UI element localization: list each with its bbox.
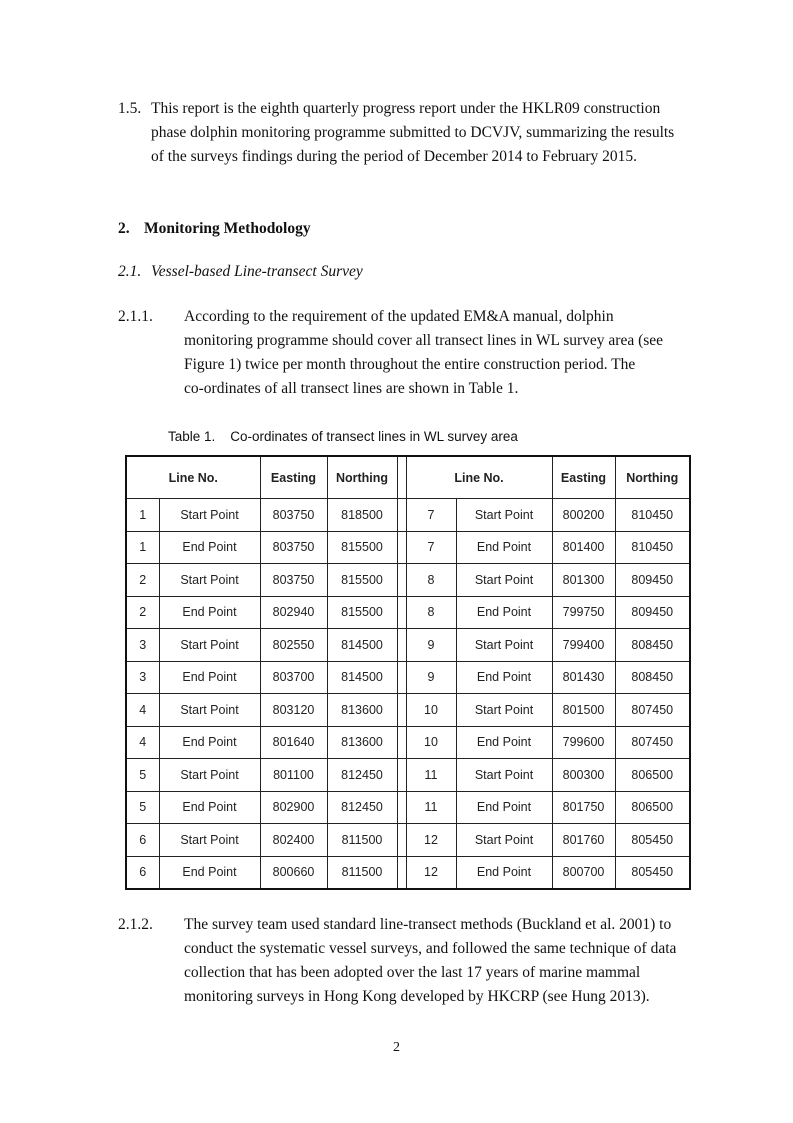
easting-cell: 799750 — [552, 596, 615, 629]
northing-cell: 809450 — [615, 596, 690, 629]
northing-cell: 805450 — [615, 856, 690, 889]
paragraph-number: 2.1.1. — [118, 308, 153, 325]
line-number-cell: 8 — [406, 596, 456, 629]
point-type-cell: End Point — [456, 791, 552, 824]
paragraph-line: Figure 1) twice per month throughout the entire construction period. The — [184, 356, 636, 373]
gap-cell — [397, 726, 406, 759]
point-type-cell: End Point — [456, 596, 552, 629]
northing-cell: 815500 — [327, 564, 397, 597]
northing-cell: 811500 — [327, 856, 397, 889]
point-type-cell: End Point — [456, 661, 552, 694]
easting-cell: 801750 — [552, 791, 615, 824]
table-row — [126, 726, 690, 759]
northing-cell: 807450 — [615, 726, 690, 759]
line-number-cell: 7 — [406, 531, 456, 564]
point-type-cell: End Point — [456, 726, 552, 759]
header-gap — [397, 456, 406, 499]
easting-cell: 801400 — [552, 531, 615, 564]
line-number-cell: 4 — [126, 694, 159, 727]
easting-cell: 803750 — [260, 499, 327, 532]
table-row — [126, 661, 690, 694]
northing-cell: 805450 — [615, 824, 690, 857]
line-number-cell: 6 — [126, 824, 159, 857]
table-caption: Table 1. Co-ordinates of transect lines in WL survey area — [168, 429, 518, 444]
line-number-cell: 2 — [126, 596, 159, 629]
northing-cell: 808450 — [615, 629, 690, 662]
easting-cell: 802940 — [260, 596, 327, 629]
line-number-cell: 9 — [406, 629, 456, 662]
gap-cell — [397, 856, 406, 889]
easting-cell: 803700 — [260, 661, 327, 694]
header-northing: Northing — [327, 456, 397, 499]
point-type-cell: Start Point — [456, 694, 552, 727]
easting-cell: 803750 — [260, 531, 327, 564]
easting-cell: 803750 — [260, 564, 327, 597]
northing-cell: 809450 — [615, 564, 690, 597]
line-number-cell: 4 — [126, 726, 159, 759]
line-number-cell: 3 — [126, 629, 159, 662]
paragraph-line: phase dolphin monitoring programme submitted to DCVJV, summarizing the results — [151, 124, 675, 141]
easting-cell: 802400 — [260, 824, 327, 857]
paragraph-line: monitoring programme should cover all transect lines in WL survey area (see — [184, 332, 664, 349]
table-row — [126, 499, 690, 532]
point-type-cell: End Point — [159, 856, 260, 889]
point-type-cell: Start Point — [159, 694, 260, 727]
point-type-cell: End Point — [456, 531, 552, 564]
table-row — [126, 629, 690, 662]
header-line-no: Line No. — [126, 456, 260, 499]
paragraph-line: of the surveys findings during the period of December 2014 to February 2015. — [151, 148, 637, 165]
gap-cell — [397, 564, 406, 597]
gap-cell — [397, 791, 406, 824]
northing-cell: 814500 — [327, 661, 397, 694]
line-number-cell: 12 — [406, 856, 456, 889]
easting-cell: 799600 — [552, 726, 615, 759]
gap-cell — [397, 531, 406, 564]
line-number-cell: 8 — [406, 564, 456, 597]
paragraph-line: This report is the eighth quarterly progress report under the HKLR09 construction — [151, 100, 661, 117]
northing-cell: 806500 — [615, 791, 690, 824]
point-type-cell: Start Point — [159, 629, 260, 662]
gap-cell — [397, 759, 406, 792]
northing-cell: 814500 — [327, 629, 397, 662]
easting-cell: 801500 — [552, 694, 615, 727]
header-northing: Northing — [615, 456, 690, 499]
easting-cell: 802550 — [260, 629, 327, 662]
northing-cell: 813600 — [327, 694, 397, 727]
line-number-cell: 10 — [406, 694, 456, 727]
page-number: 2 — [393, 1040, 400, 1055]
gap-cell — [397, 824, 406, 857]
header-line-no: Line No. — [406, 456, 552, 499]
point-type-cell: Start Point — [456, 499, 552, 532]
point-type-cell: End Point — [159, 726, 260, 759]
northing-cell: 815500 — [327, 531, 397, 564]
paragraph-line: According to the requirement of the updated EM&A manual, dolphin — [184, 308, 614, 325]
point-type-cell: Start Point — [456, 564, 552, 597]
gap-cell — [397, 661, 406, 694]
table-row — [126, 694, 690, 727]
easting-cell: 799400 — [552, 629, 615, 662]
header-easting: Easting — [552, 456, 615, 499]
header-easting: Easting — [260, 456, 327, 499]
easting-cell: 800660 — [260, 856, 327, 889]
easting-cell: 801300 — [552, 564, 615, 597]
northing-cell: 807450 — [615, 694, 690, 727]
paragraph-number: 2.1.2. — [118, 916, 153, 933]
heading-title: Monitoring Methodology — [144, 220, 311, 237]
northing-cell: 811500 — [327, 824, 397, 857]
easting-cell: 800700 — [552, 856, 615, 889]
line-number-cell: 12 — [406, 824, 456, 857]
line-number-cell: 10 — [406, 726, 456, 759]
point-type-cell: End Point — [159, 531, 260, 564]
gap-cell — [397, 629, 406, 662]
point-type-cell: Start Point — [159, 564, 260, 597]
table-row — [126, 824, 690, 857]
easting-cell: 801640 — [260, 726, 327, 759]
heading-number: 2.1. — [118, 263, 142, 280]
point-type-cell: Start Point — [159, 824, 260, 857]
line-number-cell: 2 — [126, 564, 159, 597]
point-type-cell: End Point — [159, 596, 260, 629]
northing-cell: 810450 — [615, 499, 690, 532]
point-type-cell: End Point — [159, 661, 260, 694]
heading-title: Vessel-based Line-transect Survey — [151, 263, 363, 280]
easting-cell: 801100 — [260, 759, 327, 792]
table-row — [126, 856, 690, 889]
point-type-cell: Start Point — [456, 629, 552, 662]
northing-cell: 815500 — [327, 596, 397, 629]
point-type-cell: Start Point — [456, 824, 552, 857]
gap-cell — [397, 694, 406, 727]
line-number-cell: 7 — [406, 499, 456, 532]
paragraph-number: 1.5. — [118, 100, 142, 117]
northing-cell: 810450 — [615, 531, 690, 564]
table-row — [126, 596, 690, 629]
table-row — [126, 791, 690, 824]
paragraph-line: co-ordinates of all transect lines are shown in Table 1. — [184, 380, 519, 397]
northing-cell: 812450 — [327, 759, 397, 792]
line-number-cell: 11 — [406, 791, 456, 824]
line-number-cell: 5 — [126, 791, 159, 824]
table-row — [126, 759, 690, 792]
point-type-cell: End Point — [456, 856, 552, 889]
point-type-cell: Start Point — [159, 499, 260, 532]
table-row — [126, 531, 690, 564]
line-number-cell: 5 — [126, 759, 159, 792]
point-type-cell: Start Point — [159, 759, 260, 792]
easting-cell: 801760 — [552, 824, 615, 857]
line-number-cell: 1 — [126, 531, 159, 564]
paragraph-line: The survey team used standard line-transect methods (Buckland et al. 2001) to — [184, 916, 672, 933]
table-row — [126, 564, 690, 597]
transect-coordinates-table — [125, 455, 691, 890]
paragraph-line: monitoring surveys in Hong Kong developed by HKCRP (see Hung 2013). — [184, 988, 650, 1005]
easting-cell: 803120 — [260, 694, 327, 727]
line-number-cell: 9 — [406, 661, 456, 694]
easting-cell: 801430 — [552, 661, 615, 694]
heading-number: 2. — [118, 220, 130, 237]
line-number-cell: 1 — [126, 499, 159, 532]
northing-cell: 812450 — [327, 791, 397, 824]
easting-cell: 800200 — [552, 499, 615, 532]
northing-cell: 808450 — [615, 661, 690, 694]
gap-cell — [397, 596, 406, 629]
northing-cell: 813600 — [327, 726, 397, 759]
line-number-cell: 11 — [406, 759, 456, 792]
northing-cell: 818500 — [327, 499, 397, 532]
line-number-cell: 6 — [126, 856, 159, 889]
paragraph-line: collection that has been adopted over the last 17 years of marine mammal — [184, 964, 641, 981]
gap-cell — [397, 499, 406, 532]
easting-cell: 802900 — [260, 791, 327, 824]
table-header-row — [126, 456, 690, 499]
point-type-cell: End Point — [159, 791, 260, 824]
northing-cell: 806500 — [615, 759, 690, 792]
paragraph-line: conduct the systematic vessel surveys, and followed the same technique of data — [184, 940, 677, 957]
line-number-cell: 3 — [126, 661, 159, 694]
easting-cell: 800300 — [552, 759, 615, 792]
point-type-cell: Start Point — [456, 759, 552, 792]
